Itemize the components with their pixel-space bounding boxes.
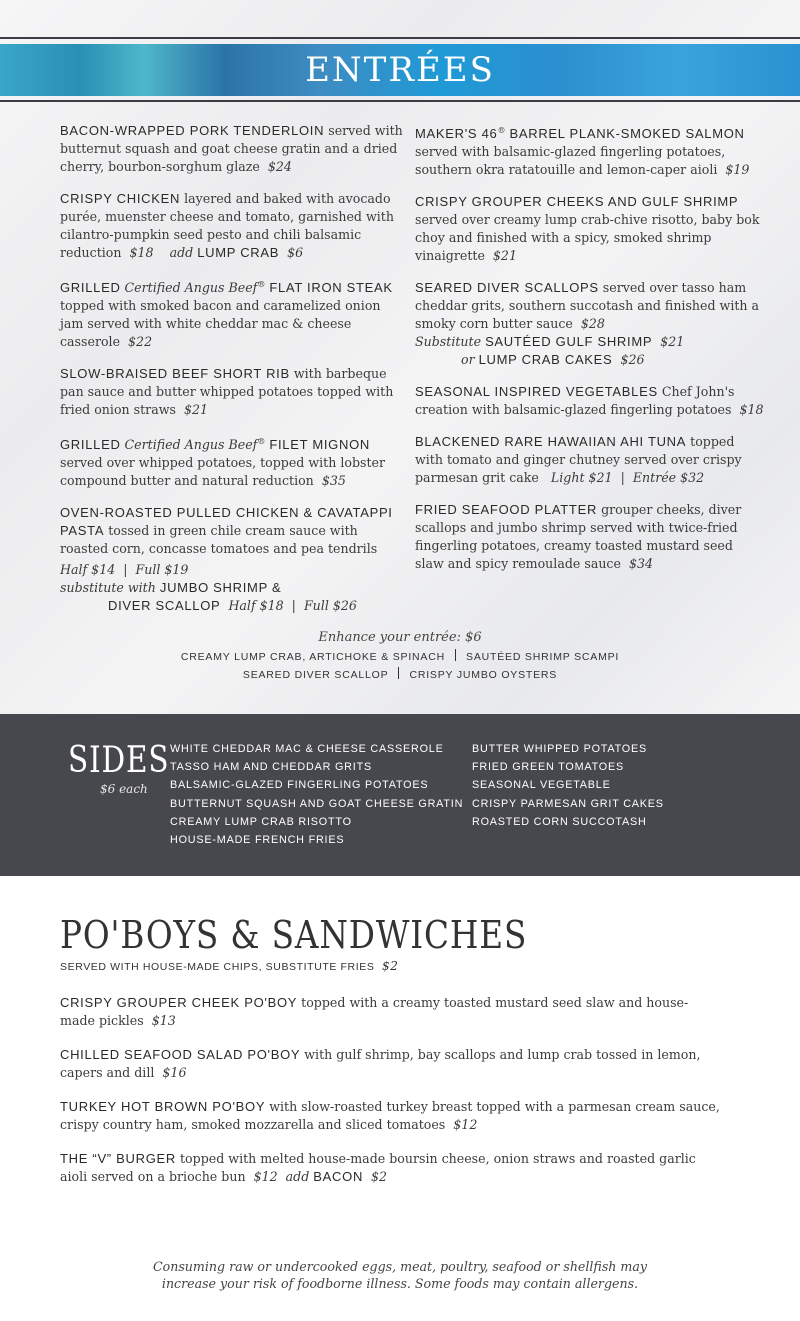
item-name: FRIED SEAFOOD PLATTER bbox=[415, 502, 598, 518]
substitute-line bbox=[415, 333, 765, 351]
item-desc: topped with melted house-made boursin cheese, onion straws and roasted garlic aioli served on a brioche bun bbox=[60, 1151, 696, 1184]
menu-item bbox=[60, 365, 405, 419]
enhance-option: SEARED DIVER SCALLOP bbox=[242, 669, 389, 681]
poboys-subtitle-line bbox=[60, 959, 398, 973]
item-price: $34 bbox=[628, 556, 654, 572]
entrees-right-column bbox=[415, 122, 765, 587]
side-item: CRISPY PARMESAN GRIT CAKES bbox=[472, 797, 664, 810]
poboys-subtitle: SERVED WITH HOUSE-MADE CHIPS, SUBSTITUTE FRIES bbox=[60, 961, 375, 973]
poboys-list bbox=[60, 994, 720, 1202]
substitute-name-2: DIVER SCALLOP bbox=[108, 598, 221, 614]
item-name-prefix: GRILLED bbox=[60, 280, 121, 296]
menu-item bbox=[415, 501, 765, 573]
menu-item bbox=[415, 383, 765, 419]
sides-section bbox=[0, 714, 800, 876]
item-name: CRISPY CHICKEN bbox=[60, 191, 181, 206]
item-desc: served over creamy lump crab-chive risotto, baby bok choy and finished with a spicy, smoked shrimp vinaigrette bbox=[415, 212, 760, 264]
half-full-line: Half $14 | Full $19 bbox=[60, 562, 189, 578]
item-name: SLOW-BRAISED BEEF SHORT RIB bbox=[60, 366, 290, 382]
enhance-options-row-1 bbox=[0, 648, 800, 666]
item-price: $22 bbox=[128, 334, 153, 350]
entree-price: Entrée $32 bbox=[632, 470, 705, 486]
menu-item bbox=[60, 1046, 720, 1082]
substitute-name: SAUTÉED GULF SHRIMP bbox=[485, 334, 653, 350]
side-item: WHITE CHEDDAR MAC & CHEESE CASSEROLE bbox=[170, 743, 444, 755]
item-price: $18 bbox=[129, 245, 154, 260]
item-desc: grouper cheeks, diver scallops and jumbo shrimp served with twice-fried fingerling potatoes, creamy toasted mustard seed slaw and spicy remoulade sauce bbox=[415, 502, 742, 572]
substitute-name-2: LUMP CRAB CAKES bbox=[478, 352, 613, 368]
side-item: HOUSE-MADE FRENCH FRIES bbox=[170, 834, 345, 847]
side-item: ROASTED CORN SUCCOTASH bbox=[472, 815, 647, 828]
item-desc: with slow-roasted turkey breast topped with a parmesan cream sauce, crispy country ham, smoked mozzarella and sliced tomatoes bbox=[60, 1099, 720, 1132]
enhance-section bbox=[0, 628, 800, 684]
half-price: Half $14 bbox=[60, 562, 116, 578]
add-name: LUMP CRAB bbox=[197, 245, 280, 260]
registered-mark: ® bbox=[257, 280, 266, 289]
substitute-price: $21 bbox=[660, 334, 685, 350]
or-label: or bbox=[461, 352, 475, 368]
item-desc: served over tasso ham cheddar grits, southern succotash and finished with a smoky corn butter sauce bbox=[415, 280, 760, 332]
item-name: BLACKENED RARE HAWAIIAN AHI TUNA bbox=[415, 434, 687, 450]
enhance-line bbox=[0, 628, 800, 648]
sides-list-2 bbox=[472, 740, 664, 831]
substitute-line bbox=[60, 579, 405, 597]
substitute-label: Substitute bbox=[415, 334, 482, 350]
item-price: $28 bbox=[580, 316, 605, 332]
entrees-title: ENTRÉES bbox=[305, 50, 495, 90]
menu-item bbox=[60, 276, 405, 351]
side-item: FRIED GREEN TOMATOES bbox=[472, 761, 624, 774]
item-price: $21 bbox=[183, 402, 209, 418]
poboys-title: PO'BOYS & SANDWICHES bbox=[60, 913, 528, 957]
add-name: BACON bbox=[313, 1169, 364, 1184]
item-name: BARREL PLANK-SMOKED SALMON bbox=[509, 126, 745, 142]
substitute-name: JUMBO SHRIMP & bbox=[159, 580, 282, 596]
item-price: $21 bbox=[492, 248, 517, 264]
menu-item bbox=[60, 433, 405, 490]
enhance-option: CRISPY JUMBO OYSTERS bbox=[409, 669, 558, 681]
item-name-prefix: MAKER'S 46 bbox=[415, 126, 498, 142]
side-item: BALSAMIC-GLAZED FINGERLING POTATOES bbox=[170, 779, 429, 792]
health-notice bbox=[0, 1258, 800, 1292]
item-desc: served over whipped potatoes, topped with lobster compound butter and natural reduction bbox=[60, 455, 386, 489]
item-desc: served with butternut squash and goat cheese gratin and a dried cherry, bourbon-sorghum glaze bbox=[60, 123, 403, 174]
side-item: BUTTER WHIPPED POTATOES bbox=[472, 743, 647, 755]
item-desc: with gulf shrimp, bay scallops and lump crab tossed in lemon, capers and dill bbox=[60, 1047, 701, 1080]
item-name: THE “V” BURGER bbox=[60, 1151, 176, 1166]
item-price: $12 bbox=[253, 1169, 278, 1184]
item-name: BACON-WRAPPED PORK TENDERLOIN bbox=[60, 123, 325, 138]
side-item: BUTTERNUT SQUASH AND GOAT CHEESE GRATIN bbox=[170, 797, 464, 810]
divider bbox=[398, 667, 399, 679]
light-price: Light $21 bbox=[550, 470, 613, 486]
poboys-subtitle-price: $2 bbox=[381, 959, 399, 973]
item-name: OVEN-ROASTED PULLED CHICKEN & CAVATAPPI PASTA bbox=[60, 505, 393, 539]
substitute-label: substitute with bbox=[60, 580, 156, 596]
brand-name: Certified Angus Beef bbox=[124, 280, 258, 296]
item-price: $18 bbox=[739, 402, 764, 418]
top-rule bbox=[0, 37, 800, 39]
menu-item: BLACKENED RARE HAWAIIAN AHI TUNA topped with tomato and ginger chutney served over crispy parmesan grit cake Light $21 | Entrée $32 bbox=[415, 434, 742, 486]
item-price: $19 bbox=[725, 162, 750, 178]
add-price: $6 bbox=[287, 245, 304, 260]
menu-item bbox=[60, 1098, 720, 1134]
side-item: SEASONAL VEGETABLE bbox=[472, 779, 611, 792]
divider bbox=[455, 649, 456, 661]
item-desc: Chef John's creation with balsamic-glazed fingerling potatoes bbox=[415, 384, 735, 418]
menu-item bbox=[60, 504, 405, 615]
item-name: CRISPY GROUPER CHEEK PO'BOY bbox=[60, 995, 298, 1010]
item-name: FLAT IRON STEAK bbox=[269, 280, 393, 296]
item-desc: tossed in green chile cream sauce with roasted corn, concasse tomatoes and pea tendrils bbox=[60, 523, 378, 557]
sides-title: SIDES bbox=[68, 740, 170, 781]
item-name-prefix: GRILLED bbox=[60, 437, 121, 453]
item-name: SEARED DIVER SCALLOPS bbox=[415, 280, 599, 296]
substitute-price-2: $26 bbox=[620, 352, 645, 368]
add-label: add bbox=[169, 245, 194, 260]
enhance-option: SAUTÉED SHRIMP SCAMPI bbox=[466, 651, 620, 663]
item-price: $35 bbox=[321, 473, 346, 489]
item-desc: with barbeque pan sauce and butter whipped potatoes topped with fried onion straws bbox=[60, 366, 394, 418]
menu-item bbox=[60, 122, 405, 176]
banner-bottom-rule bbox=[0, 100, 800, 102]
item-name: CHILLED SEAFOOD SALAD PO'BOY bbox=[60, 1047, 301, 1062]
item-name: TURKEY HOT BROWN PO'BOY bbox=[60, 1099, 266, 1114]
notice-line-2: increase your risk of foodborne illness. Some foods may contain allergens. bbox=[161, 1276, 639, 1291]
item-name: FILET MIGNON bbox=[269, 437, 370, 453]
entrees-banner bbox=[0, 44, 800, 96]
item-desc: topped with smoked bacon and caramelized onion jam served with white cheddar mac & cheese casserole bbox=[60, 298, 381, 350]
brand-name: Certified Angus Beef bbox=[124, 437, 258, 453]
item-desc: layered and baked with avocado purée, muenster cheese and tomato, garnished with cilantro-pumpkin seed pesto and chili balsamic reduction bbox=[60, 191, 394, 260]
substitute-line-2: DIVER SCALLOP Half $18 | Full $26 bbox=[108, 598, 357, 614]
add-label: add bbox=[285, 1169, 310, 1184]
menu-item bbox=[60, 190, 405, 262]
item-price: $12 bbox=[453, 1117, 478, 1132]
add-price: $2 bbox=[371, 1169, 388, 1184]
item-price: $24 bbox=[267, 159, 292, 174]
sides-price: $6 each bbox=[100, 782, 148, 796]
sides-list-1 bbox=[170, 740, 463, 849]
side-item: TASSO HAM AND CHEDDAR GRITS bbox=[170, 761, 372, 774]
item-desc: topped with a creamy toasted mustard seed slaw and house-made pickles bbox=[60, 995, 689, 1028]
item-desc: served with balsamic-glazed fingerling potatoes, southern okra ratatouille and lemon-caper aioli bbox=[415, 144, 726, 178]
enhance-options-row-2 bbox=[0, 666, 800, 684]
substitute-line-2 bbox=[415, 351, 765, 369]
sub-half-price: Half $18 bbox=[228, 598, 284, 614]
side-item: CREAMY LUMP CRAB RISOTTO bbox=[170, 815, 352, 828]
registered-mark: ® bbox=[257, 437, 266, 447]
menu-item bbox=[415, 122, 765, 179]
enhance-option: CREAMY LUMP CRAB, ARTICHOKE & SPINACH bbox=[180, 651, 446, 663]
menu-item bbox=[60, 994, 720, 1030]
entrees-left-column bbox=[60, 122, 405, 629]
sub-full-price: Full $26 bbox=[303, 598, 357, 614]
enhance-label: Enhance your entrée: bbox=[318, 630, 461, 645]
notice-line-1: Consuming raw or undercooked eggs, meat, poultry, seafood or shellfish may bbox=[153, 1259, 647, 1274]
menu-item bbox=[60, 1150, 720, 1186]
full-price: Full $19 bbox=[135, 562, 189, 578]
menu-item bbox=[415, 279, 765, 369]
menu-item bbox=[415, 193, 765, 265]
item-desc: topped with tomato and ginger chutney served over crispy parmesan grit cake bbox=[415, 434, 742, 486]
item-price: $16 bbox=[162, 1065, 187, 1080]
registered-mark: ® bbox=[497, 126, 506, 135]
item-name: SEASONAL INSPIRED VEGETABLES bbox=[415, 384, 658, 400]
enhance-price: $6 bbox=[465, 630, 482, 645]
item-price: $13 bbox=[151, 1013, 176, 1028]
item-name: CRISPY GROUPER CHEEKS AND GULF SHRIMP bbox=[415, 194, 739, 210]
